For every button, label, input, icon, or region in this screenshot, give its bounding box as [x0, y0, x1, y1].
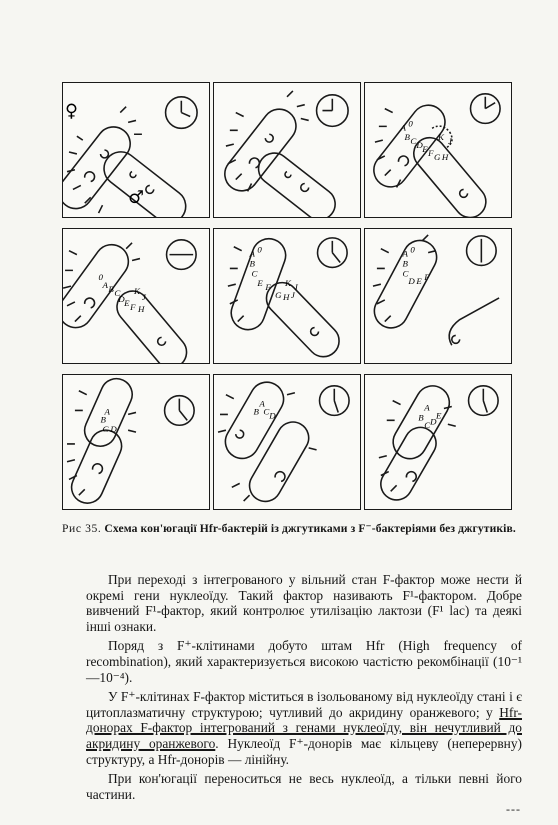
gene-letter: K	[438, 132, 444, 143]
gene-letter: H	[283, 291, 290, 302]
panel-r2c3	[364, 228, 512, 364]
panel-r1c2	[213, 82, 361, 218]
gene-letter: C	[251, 268, 258, 279]
paragraph-conjugation: При кон'югації переноситься не весь нуклеоїд, а тільки певні його частини.	[86, 771, 522, 802]
gene-letter: J	[447, 136, 452, 147]
panel-r1c1-drawing	[63, 83, 209, 217]
gene-letter: C	[263, 406, 270, 417]
gene-letter: E	[416, 276, 422, 287]
gene-letter: I	[294, 282, 298, 293]
panel-r2c3-drawing	[365, 229, 511, 363]
gene-letter: J	[141, 291, 146, 302]
gene-letter: A	[402, 248, 408, 259]
panel-r3c1-drawing	[63, 375, 209, 509]
gene-letter: A	[104, 406, 110, 417]
gene-letter: K	[285, 278, 291, 289]
paragraph-f-plus-part2: . Нуклеоїд F⁺-донорів має кільцеву (неперервну) структуру, а Hfr-донорів — лінійну.	[86, 735, 522, 767]
paragraph-f-plus-cells	[86, 689, 522, 767]
gene-letter: B	[253, 406, 259, 417]
paragraph-f-plus-part1: У F⁺-клітинах F-фактор міститься в ізольованому від нуклеоїду стані і є цитоплазматичну структурою; чутливий до акридину оранжевого; у	[86, 689, 522, 720]
gene-letter: C	[102, 424, 109, 435]
gene-letter: D	[430, 416, 437, 427]
gene-letter: F	[424, 272, 430, 283]
gene-letter: 0	[257, 244, 262, 255]
gene-letter: 0	[410, 244, 415, 255]
panel-r2c1	[62, 228, 210, 364]
gene-letter: A	[424, 402, 430, 413]
gene-letter: A	[102, 280, 108, 291]
panel-r2c2	[213, 228, 361, 364]
body-text	[86, 572, 522, 802]
gene-letter: F	[428, 147, 434, 158]
male-symbol: ♂	[128, 188, 145, 209]
figure-caption	[62, 522, 532, 536]
paragraph-hfr-strain: Поряд з F⁺-клітинами добуто штам Hfr (High frequency of recombination), який характеризується високою частістю рекомбінації (10⁻¹—10⁻⁴).	[86, 638, 522, 685]
gene-letter: H	[441, 151, 449, 162]
gene-letter: B	[100, 414, 106, 425]
gene-letter: E	[124, 297, 130, 308]
gene-letter: D	[416, 140, 423, 151]
underlined-passage: Hfr-донорах F-фактор інтегрований з генами нуклеоїду, він нечутливий до акридину оранжевого	[86, 704, 522, 751]
gene-letter: B	[108, 284, 114, 295]
gene-letter: A	[249, 248, 255, 259]
panel-r1c2-drawing	[214, 83, 360, 217]
gene-letter: 0	[98, 272, 103, 283]
panel-r3c3	[364, 374, 512, 510]
gene-letter: D	[118, 293, 125, 304]
gene-letter: B	[418, 412, 424, 423]
panel-r3c3-drawing	[365, 375, 511, 509]
panel-r3c2-drawing	[214, 375, 360, 509]
figure-label: Рис 35.	[62, 522, 102, 535]
gene-letter: F	[130, 301, 136, 312]
panel-r1c3	[364, 82, 512, 218]
gene-letter: B	[404, 132, 410, 143]
figure-caption-text: Схема кон'югації Hfr-бактерій із джгутиками з F⁻-бактеріями без джгутиків.	[104, 522, 516, 535]
gene-letter: D	[408, 276, 415, 287]
gene-letter: C	[424, 420, 431, 431]
gene-letter: C	[114, 288, 121, 298]
gene-letter: D	[110, 424, 117, 435]
gene-letter: E	[257, 278, 263, 289]
gene-letter: 0	[408, 118, 413, 129]
panel-r1c1	[62, 82, 210, 218]
female-symbol: ♀	[65, 101, 79, 122]
gene-letter: D	[269, 410, 276, 421]
gene-letter: K	[134, 286, 140, 297]
footer-mark: ---	[506, 802, 521, 816]
gene-letter: B	[402, 258, 408, 269]
gene-letter: C	[402, 268, 409, 279]
gene-letter: J	[290, 289, 295, 300]
gene-letter: G	[434, 151, 441, 162]
panel-r3c2	[213, 374, 361, 510]
gene-letter: H	[137, 303, 145, 314]
figure-35	[62, 82, 512, 510]
paragraph-f1-factor: При переході з інтегрованого у вільний стан F-фактор може нести й окремі гени нуклеоїду. Такий фактор називають F¹-фактором. Добре вивчений F¹-фактор, який контролює утилізацію лактози (F¹ lac) та деякі інші ознаки.	[86, 572, 522, 634]
gene-letter: B	[249, 258, 255, 269]
gene-letter: E	[422, 143, 428, 154]
panel-r1c3-drawing	[365, 83, 511, 217]
gene-letter: F	[265, 282, 271, 293]
gene-letter: A	[400, 122, 406, 133]
gene-letter: G	[275, 289, 282, 300]
gene-letter: A	[259, 398, 265, 409]
panel-r2c2-drawing	[214, 229, 360, 363]
panel-r2c1-drawing	[63, 229, 209, 363]
panel-r3c1	[62, 374, 210, 510]
gene-letter: E	[436, 410, 442, 421]
gene-letter: C	[410, 136, 417, 147]
